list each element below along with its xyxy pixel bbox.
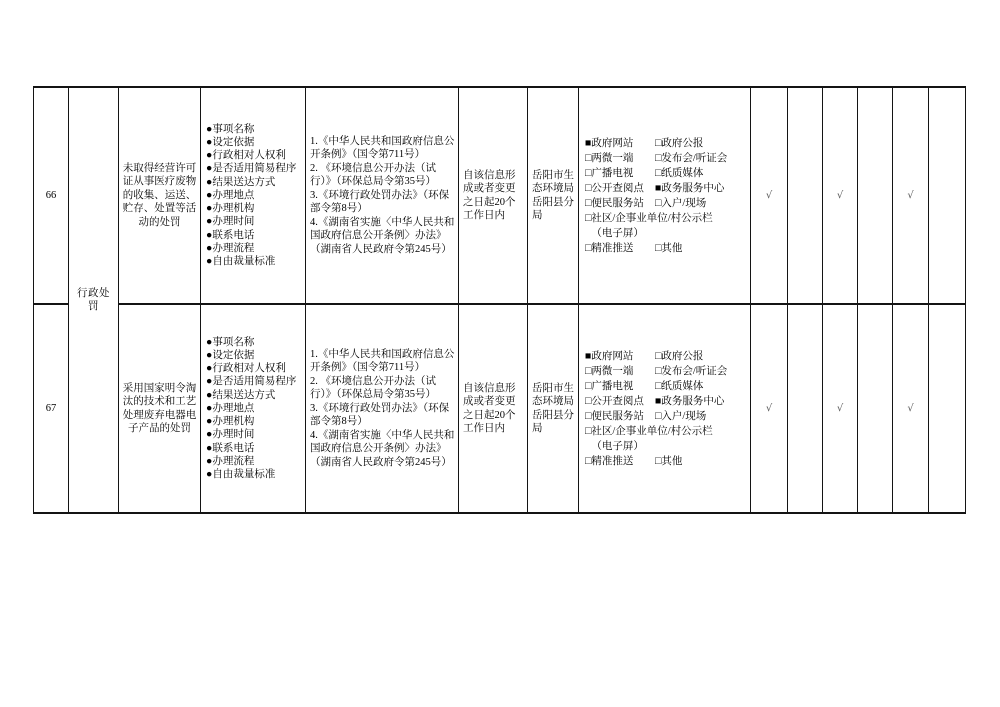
channel-option (655, 379, 748, 394)
channel-option (585, 454, 655, 469)
list-item (206, 123, 303, 136)
mark-cell (788, 304, 823, 513)
list-item (206, 336, 303, 349)
bullet-icon: ● (206, 189, 213, 201)
info-item-label: 办理流程 (212, 455, 255, 467)
info-item-label: 联系电话 (212, 442, 255, 454)
checkbox-icon: ■ (585, 350, 592, 362)
list-item (206, 176, 303, 189)
info-item-label: 设定依据 (212, 350, 255, 362)
checkbox-icon: □ (655, 455, 662, 467)
info-items-cell (201, 87, 306, 304)
bullet-icon: ● (206, 429, 213, 441)
info-item-label: 办理时间 (212, 429, 255, 441)
row-number: 66 (34, 87, 69, 304)
checkbox-icon: □ (585, 380, 592, 392)
checkbox-icon: □ (655, 365, 662, 377)
channel-option (585, 166, 655, 181)
info-item-label: 办理机构 (212, 203, 255, 215)
list-item (206, 428, 303, 441)
checkbox-icon: □ (655, 380, 662, 392)
bullet-icon: ● (206, 468, 213, 480)
list-item (206, 255, 303, 268)
checkbox-icon: ■ (655, 395, 662, 407)
mark-cell: √ (823, 87, 858, 304)
info-items-cell (201, 304, 306, 513)
channel-label: 广播电视 (591, 167, 634, 179)
bullet-icon: ● (206, 350, 213, 362)
channel-option (585, 241, 655, 256)
channel-label: 纸质媒体 (661, 167, 704, 179)
checkbox-icon: □ (655, 137, 662, 149)
list-item (206, 162, 303, 175)
checkbox-icon: □ (585, 410, 592, 422)
channel-label: 入户/现场 (661, 410, 707, 422)
list-item (206, 442, 303, 455)
mark-cell: √ (823, 304, 858, 513)
checkbox-icon: ■ (585, 137, 592, 149)
table-row (34, 304, 966, 513)
checkbox-icon: ■ (655, 182, 662, 194)
legal-basis-item: 1.《中华人民共和国政府信息公开条例》（国令第711号） (310, 135, 455, 161)
info-item-label: 办理机构 (212, 416, 255, 428)
info-items-list (206, 336, 303, 481)
list-item (206, 389, 303, 402)
checkbox-icon: □ (585, 425, 592, 437)
channel-option (655, 241, 748, 256)
list-item (206, 402, 303, 415)
list-item (206, 242, 303, 255)
channel-label: 社区/企事业单位/村公示栏 （电子屏） (591, 212, 713, 239)
channel-option (585, 136, 655, 151)
legal-basis-cell (306, 87, 459, 304)
channel-label: 发布会/听证会 (661, 152, 728, 164)
channel-label: 政府公报 (661, 350, 704, 362)
category-label: 行政处罚 (69, 87, 119, 513)
info-item-label: 结果送达方式 (212, 389, 276, 401)
bullet-icon: ● (206, 389, 213, 401)
table-row (34, 87, 966, 304)
checkbox-icon: □ (585, 455, 592, 467)
checkbox-icon: □ (585, 242, 592, 254)
info-item-label: 行政相对人权利 (212, 363, 286, 375)
checkbox-icon: □ (655, 350, 662, 362)
checkbox-icon: □ (585, 212, 592, 224)
checkbox-icon: □ (585, 167, 592, 179)
checkbox-icon: □ (585, 197, 592, 209)
channel-label: 社区/企事业单位/村公示栏 （电子屏） (591, 425, 713, 452)
channel-option (585, 394, 655, 409)
disclosure-table (33, 86, 966, 514)
mark-cell (788, 87, 823, 304)
channels-list (585, 136, 748, 256)
channel-label: 政府网站 (591, 137, 634, 149)
channel-option (655, 364, 748, 379)
legal-basis-cell (306, 304, 459, 513)
checkbox-icon: □ (655, 197, 662, 209)
list-item (206, 229, 303, 242)
channel-label: 其他 (661, 242, 683, 254)
channel-label: 政府公报 (661, 137, 704, 149)
channel-option (585, 409, 655, 424)
legal-basis-item: 1.《中华人民共和国政府信息公开条例》（国令第711号） (310, 348, 455, 374)
checkbox-icon: □ (585, 182, 592, 194)
bullet-icon: ● (206, 336, 213, 348)
checkbox-icon: □ (585, 152, 592, 164)
channel-label: 便民服务站 (591, 197, 644, 209)
mark-cell (929, 304, 966, 513)
list-item (206, 202, 303, 215)
mark-cell: √ (751, 87, 788, 304)
info-item-label: 设定依据 (212, 137, 255, 149)
legal-basis-item: 2. 《环境信息公开办法（试行）》（环保总局令第35号） (310, 375, 436, 401)
info-item-label: 结果送达方式 (212, 176, 276, 188)
bullet-icon: ● (206, 163, 213, 175)
list-item (206, 362, 303, 375)
bullet-icon: ● (206, 455, 213, 467)
info-item-label: 事项名称 (212, 123, 255, 135)
channel-label: 政务服务中心 (661, 182, 725, 194)
channel-option (585, 151, 655, 166)
penalty-item-name: 采用国家明令淘汰的技术和工艺处理废弃电器电子产品的处罚 (119, 304, 201, 513)
bullet-icon: ● (206, 255, 213, 267)
bullet-icon: ● (206, 402, 213, 414)
channel-label: 政务服务中心 (661, 395, 725, 407)
channel-option (585, 181, 655, 196)
legal-basis-item: 4.《湖南省实施〈中华人民共和国政府信息公开条例〉办法》（湖南省人民政府令第245号） (310, 216, 455, 255)
mark-cell: √ (751, 304, 788, 513)
info-items-list (206, 123, 303, 268)
info-item-label: 自由裁量标准 (212, 468, 276, 480)
channel-label: 便民服务站 (591, 410, 644, 422)
info-item-label: 行政相对人权利 (212, 150, 286, 162)
channel-option (655, 409, 748, 424)
department-cell: 岳阳市生态环境局岳阳县分局 (528, 304, 579, 513)
channel-label: 纸质媒体 (661, 380, 704, 392)
mark-cell: √ (893, 304, 929, 513)
legal-basis-item: 4.《湖南省实施〈中华人民共和国政府信息公开条例〉办法》（湖南省人民政府令第245号） (310, 429, 455, 468)
checkbox-icon: □ (655, 152, 662, 164)
channel-option (655, 136, 748, 151)
info-item-label: 是否适用简易程序 (212, 376, 297, 388)
channels-cell (579, 87, 751, 304)
channel-option (585, 349, 655, 364)
channels-cell (579, 304, 751, 513)
checkbox-icon: □ (585, 365, 592, 377)
list-item (206, 415, 303, 428)
row-number: 67 (34, 304, 69, 513)
legal-basis-list (310, 135, 455, 257)
channel-option (655, 196, 748, 211)
list-item (206, 149, 303, 162)
mark-cell: √ (893, 87, 929, 304)
channel-option (585, 364, 655, 379)
bullet-icon: ● (206, 416, 213, 428)
bullet-icon: ● (206, 363, 213, 375)
channel-label: 广播电视 (591, 380, 634, 392)
channel-option (585, 379, 655, 394)
info-item-label: 办理地点 (212, 402, 255, 414)
legal-basis-item: 2. 《环境信息公开办法（试行）》（环保总局令第35号） (310, 162, 436, 188)
bullet-icon: ● (206, 229, 213, 241)
channel-option (655, 349, 748, 364)
penalty-item-name: 未取得经营许可证从事医疗废物的收集、运送、贮存、处置等活动的处罚 (119, 87, 201, 304)
channel-label: 精准推送 (591, 455, 634, 467)
legal-basis-item: 3.《环境行政处罚办法》（环保部令第8号） (310, 402, 450, 428)
mark-cell (858, 304, 893, 513)
info-item-label: 办理流程 (212, 242, 255, 254)
list-item (206, 455, 303, 468)
channel-option (655, 166, 748, 181)
channel-option (655, 181, 748, 196)
mark-cell (858, 87, 893, 304)
channel-option (585, 211, 748, 241)
timeframe-cell: 自该信息形成或者变更之日起20个工作日内 (459, 87, 528, 304)
checkbox-icon: □ (585, 395, 592, 407)
bullet-icon: ● (206, 442, 213, 454)
bullet-icon: ● (206, 123, 213, 135)
bullet-icon: ● (206, 176, 213, 188)
checkbox-icon: □ (655, 167, 662, 179)
list-item (206, 189, 303, 202)
channel-label: 其他 (661, 455, 683, 467)
channel-option (585, 424, 748, 454)
info-item-label: 是否适用简易程序 (212, 163, 297, 175)
channel-option (585, 196, 655, 211)
info-item-label: 事项名称 (212, 336, 255, 348)
info-item-label: 办理地点 (212, 189, 255, 201)
bullet-icon: ● (206, 137, 213, 149)
list-item (206, 349, 303, 362)
channel-label: 入户/现场 (661, 197, 707, 209)
list-item (206, 215, 303, 228)
list-item (206, 375, 303, 388)
legal-basis-item: 3.《环境行政处罚办法》（环保部令第8号） (310, 189, 450, 215)
mark-cell (929, 87, 966, 304)
list-item (206, 468, 303, 481)
bullet-icon: ● (206, 203, 213, 215)
channel-label: 公开查阅点 (591, 182, 644, 194)
channel-label: 两微一端 (591, 152, 634, 164)
checkbox-icon: □ (655, 410, 662, 422)
bullet-icon: ● (206, 376, 213, 388)
channel-label: 精准推送 (591, 242, 634, 254)
channel-option (655, 151, 748, 166)
bullet-icon: ● (206, 242, 213, 254)
channel-label: 政府网站 (591, 350, 634, 362)
channel-label: 发布会/听证会 (661, 365, 728, 377)
channel-option (655, 454, 748, 469)
department-cell: 岳阳市生态环境局岳阳县分局 (528, 87, 579, 304)
info-item-label: 自由裁量标准 (212, 255, 276, 267)
channel-option (655, 394, 748, 409)
list-item (206, 136, 303, 149)
bullet-icon: ● (206, 216, 213, 228)
info-item-label: 办理时间 (212, 216, 255, 228)
bullet-icon: ● (206, 150, 213, 162)
channel-label: 两微一端 (591, 365, 634, 377)
checkbox-icon: □ (655, 242, 662, 254)
channel-label: 公开查阅点 (591, 395, 644, 407)
info-item-label: 联系电话 (212, 229, 255, 241)
channels-list (585, 349, 748, 469)
legal-basis-list (310, 348, 455, 470)
timeframe-cell: 自该信息形成或者变更之日起20个工作日内 (459, 304, 528, 513)
